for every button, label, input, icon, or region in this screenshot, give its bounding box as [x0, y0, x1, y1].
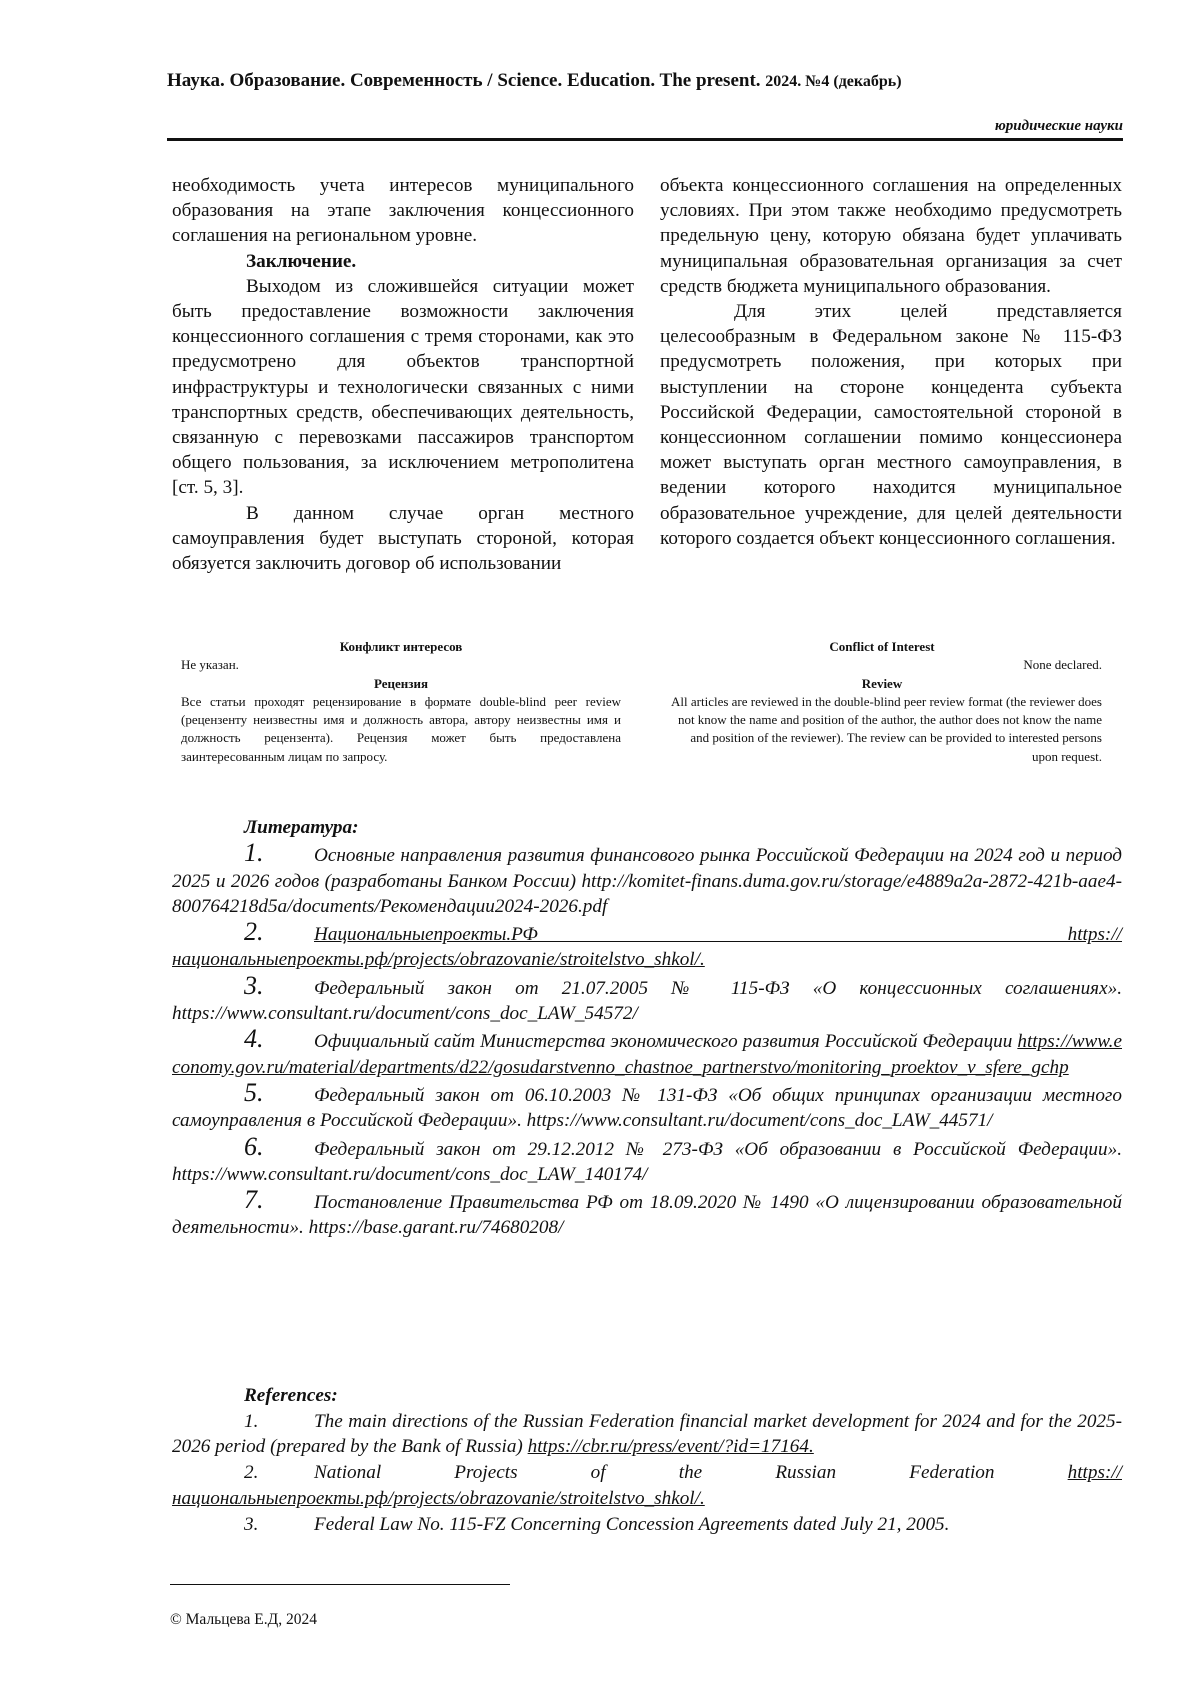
literature-item: 7. Постановление Правительства РФ от 18.09.2020 № 1490 «О лицензировании образовательной деятельности». https://base.garant.ru/74680208/ — [172, 1185, 1122, 1239]
right-column — [660, 173, 1122, 551]
reference-link[interactable]: https://cbr.ru/press/event/?id=17164. — [527, 1436, 814, 1458]
literature-list — [172, 815, 1122, 1241]
literature-item: 4. Официальный сайт Министерства экономического развития Российской Федерации https://www.economy.gov.ru/material/departments/d22/gosudarstvenno_chastnoe_partnerstvo/monitoring_proektov_v_sfere_gchp — [172, 1024, 1122, 1078]
paragraph: В данном случае орган местного самоуправления будет выступать стороной, которая обязуется заключить договор об использовании — [172, 502, 634, 575]
conflict-block-ru — [181, 638, 621, 766]
left-column — [172, 173, 634, 576]
journal-title: Наука. Образование. Современность / Science. Education. The present. — [167, 70, 761, 91]
literature-item: 2. Национальныепроекты.РФ https://национальныепроекты.рф/projects/obrazovanie/stroitelstvo_shkol/. — [172, 917, 1122, 971]
literature-item: 5. Федеральный закон от 06.10.2003 № 131-ФЗ «Об общих принципах организации местного самоуправления в Российской Федерации». https://www.consultant.ru/document/cons_doc_LAW_44571/ — [172, 1077, 1122, 1132]
header-rule — [167, 138, 1123, 141]
conflict-heading: Conflict of Interest — [829, 639, 935, 654]
reference-link[interactable]: https://www.economy.gov.ru/material/departments/d22/gosudarstvenno_chastnoe_partnerstvo/monitoring_proektov_v_sfere_gchp — [172, 1031, 1122, 1078]
footnote-rule — [170, 1584, 510, 1585]
conflict-block-en — [662, 638, 1102, 766]
references-list — [172, 1383, 1122, 1537]
section-label: юридические науки — [994, 118, 1123, 134]
paragraph: объекта концессионного соглашения на определенных условиях. При этом также необходимо предусмотреть предельную цену, которую обязана будет уплачивать муниципальная образовательная организация за счет средств бюджета муниципального образования. — [660, 175, 1122, 297]
paragraph: Для этих целей представляется целесообразным в Федеральном законе № 115-ФЗ предусмотреть положения, при которых при выступлении на стороне концедента субъекта Российской Федерации, самостоятельной стороной в концессионном соглашении помимо концессионера может выступать орган местного самоуправления, в ведении которого находится муниципальное образовательное учреждение, для целей деятельности которого создается объект концессионного соглашения. — [660, 301, 1122, 549]
paragraph: необходимость учета интересов муниципального образования на этапе заключения концессионного соглашения на региональном уровне. — [172, 175, 634, 247]
review-text: Все статьи проходят рецензирование в формате double-blind peer review (рецензенту неизвестны имя и должность автора, автору неизвестны имя и должность рецензента). Рецензия может быть предоставлена заинтересованным лицам по запросу. — [181, 693, 621, 764]
conflict-text: None declared. — [1023, 657, 1102, 673]
reference-item: 2. National Projects of the Russian Federation https://национальныепроекты.рф/projects/obrazovanie/stroitelstvo_shkol/. — [172, 1462, 1122, 1509]
reference-item: 3. Federal Law No. 115-FZ Concerning Concession Agreements dated July 21, 2005. — [244, 1513, 950, 1535]
literature-item: 6. Федеральный закон от 29.12.2012 № 273-ФЗ «Об образовании в Российской Федерации». https://www.consultant.ru/document/cons_doc_LAW_140174/ — [172, 1131, 1122, 1185]
issue-info: 2024. №4 (декабрь) — [765, 73, 902, 90]
reference-link[interactable]: Национальныепроекты.РФ https://национальныепроекты.рф/projects/obrazovanie/stroitelstvo_shkol/. — [172, 924, 1122, 971]
paragraph: Выходом из сложившейся ситуации может быть предоставление возможности заключения концессионного соглашения с тремя сторонами, как это предусмотрено для объектов транспортной инфраструктуры и технологически связанных с ними транспортных средств, обеспечивающих деятельность, связанную с перевозками пассажиров транспортом общего пользования, за исключением метрополитена [ст. 5, 3]. — [172, 275, 634, 499]
conflict-heading: Конфликт интересов — [339, 639, 463, 654]
reference-link[interactable]: https://национальныепроекты.рф/projects/obrazovanie/stroitelstvo_shkol/. — [172, 1462, 1122, 1509]
running-header — [167, 70, 1123, 92]
review-heading: Review — [861, 675, 903, 691]
conflict-text: Не указан. — [181, 657, 239, 673]
references-heading: References: — [244, 1385, 338, 1406]
reference-item: 1. The main directions of the Russian Federation financial market development for 2024 and for the 2025-2026 period (prepared by the Bank of Russia) https://cbr.ru/press/event/?id=17164. — [172, 1410, 1122, 1458]
copyright-notice: © Мальцева Е.Д, 2024 — [170, 1611, 317, 1628]
literature-heading: Литература: — [244, 817, 359, 838]
literature-item: 3. Федеральный закон от 21.07.2005 № 115-ФЗ «О концессионных соглашениях». https://www.consultant.ru/document/cons_doc_LAW_54572/ — [172, 970, 1122, 1025]
conclusion-heading: Заключение. — [246, 250, 357, 272]
literature-item: 1. Основные направления развития финансового рынка Российской Федерации на 2024 год и период 2025 и 2026 годов (разработаны Банком России) http://komitet-finans.duma.gov.ru/storage/e4889a2a-2872-421b-aae4-800764218d5a/documents/Рекомендации2024-2026.pdf — [172, 838, 1122, 917]
review-text: All articles are reviewed in the double-blind peer review format (the reviewer does not know the name and position of the author, the author does not know the name and position of the reviewer). The review can be provided to interested persons upon request. — [671, 693, 1102, 764]
review-heading: Рецензия — [373, 675, 429, 691]
